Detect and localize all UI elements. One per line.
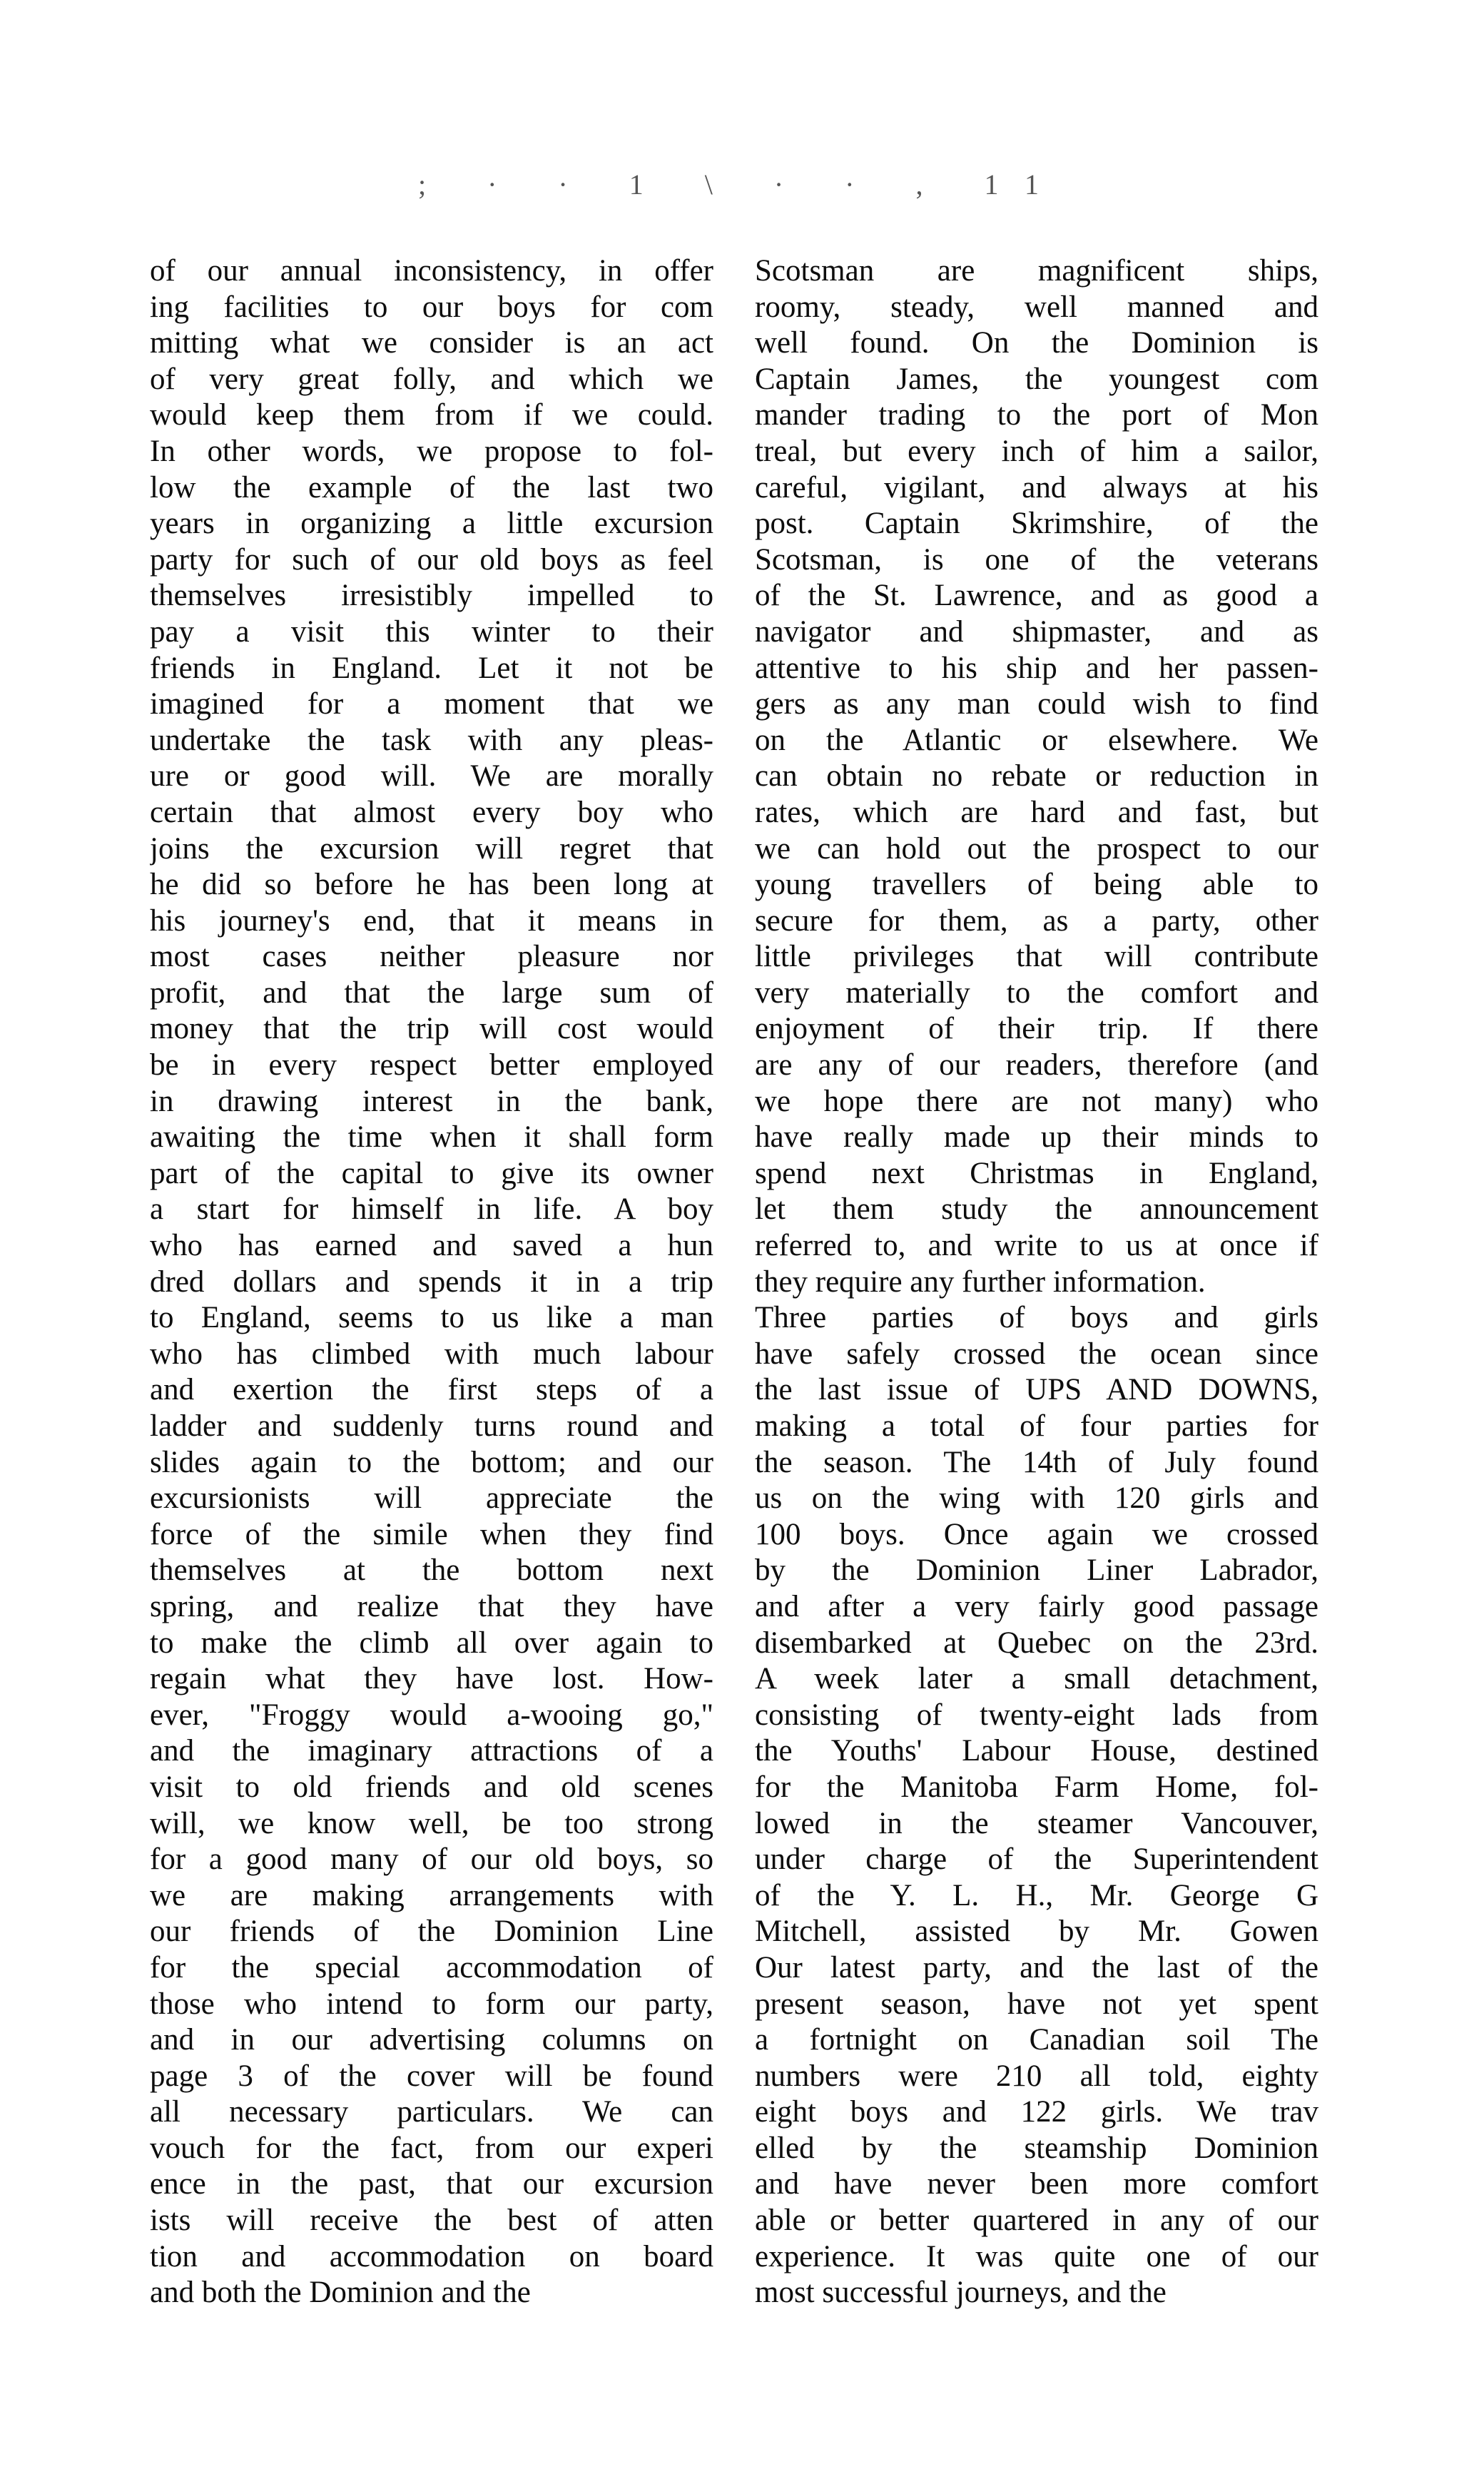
text-line: enjoyment of their trip. If there [755, 1012, 1318, 1046]
text-line: present season, have not yet spent [755, 1987, 1318, 2021]
text-line: ever, "Froggy would a-wooing go," [150, 1698, 713, 1732]
text-line: consisting of twenty-eight lads from [755, 1698, 1318, 1732]
text-line: pay a visit this winter to their [150, 614, 713, 649]
text-line: ing facilities to our boys for com [150, 290, 713, 324]
text-line: themselves irresistibly impelled to [150, 579, 713, 613]
text-line: lowed in the steamer Vancouver, [755, 1806, 1318, 1840]
text-line: of the Y. L. H., Mr. George G [755, 1878, 1318, 1912]
running-head: ; · · 1 \ · · , 11 [417, 168, 1067, 201]
text-line: visit to old friends and old scenes [150, 1770, 713, 1804]
text-line: for a good many of our old boys, so [150, 1842, 713, 1877]
text-line: to England, seems to us like a man [150, 1301, 713, 1335]
text-line: the last issue of UPS AND DOWNS, [755, 1373, 1318, 1407]
text-line: years in organizing a little excursion [150, 507, 713, 541]
text-line: ladder and suddenly turns round and [150, 1409, 713, 1443]
text-line: are any of our readers, therefore (and [755, 1048, 1318, 1083]
text-line: for the Manitoba Farm Home, fol- [755, 1770, 1318, 1804]
text-line: careful, vigilant, and always at his [755, 470, 1318, 505]
text-line: In other words, we propose to fol- [150, 434, 713, 468]
text-line: imagined for a moment that we [150, 687, 713, 721]
text-line: experience. It was quite one of our [755, 2239, 1318, 2273]
text-line: a start for himself in life. A boy [150, 1192, 713, 1227]
text-line: who has earned and saved a hun [150, 1229, 713, 1263]
text-line: and have never been more comfort [755, 2167, 1318, 2201]
text-line: of our annual inconsistency, in offer [150, 254, 713, 288]
text-line: mander trading to the port of Mon [755, 398, 1318, 432]
text-line: all necessary particulars. We can [150, 2095, 713, 2129]
text-line: would keep them from if we could. [150, 398, 713, 432]
text-line: certain that almost every boy who [150, 795, 713, 829]
text-line: post. Captain Skrimshire, of the [755, 507, 1318, 541]
text-line: gers as any man could wish to find [755, 687, 1318, 721]
text-line: tion and accommodation on board [150, 2239, 713, 2273]
text-line: have really made up their minds to [755, 1120, 1318, 1155]
text-line: attentive to his ship and her passen- [755, 651, 1318, 685]
text-line: A week later a small detachment, [755, 1662, 1318, 1696]
text-line: themselves at the bottom next [150, 1553, 713, 1588]
text-line: friends in England. Let it not be [150, 651, 713, 685]
text-line: he did so before he has been long at [150, 868, 713, 902]
text-line: most cases neither pleasure nor [150, 940, 713, 974]
text-line: 100 boys. Once again we crossed [755, 1517, 1318, 1551]
text-line: and in our advertising columns on [150, 2023, 713, 2057]
text-line: us on the wing with 120 girls and [755, 1481, 1318, 1516]
text-line: and exertion the first steps of a [150, 1373, 713, 1407]
text-line: will, we know well, be too strong [150, 1806, 713, 1840]
text-line: dred dollars and spends it in a trip [150, 1264, 713, 1299]
text-line: Scotsman are magnificent ships, [755, 254, 1318, 288]
text-line: profit, and that the large sum of [150, 975, 713, 1010]
text-line: able or better quartered in any of our [755, 2204, 1318, 2238]
text-line: force of the simile when they find [150, 1517, 713, 1551]
text-line: awaiting the time when it shall form [150, 1120, 713, 1155]
text-line: joins the excursion will regret that [150, 831, 713, 866]
text-line: undertake the task with any pleas- [150, 723, 713, 757]
text-line: numbers were 210 all told, eighty [755, 2059, 1318, 2093]
text-line: by the Dominion Liner Labrador, [755, 1553, 1318, 1588]
text-line: and after a very fairly good passage [755, 1589, 1318, 1623]
text-line: roomy, steady, well manned and [755, 290, 1318, 324]
text-line: page 3 of the cover will be found [150, 2059, 713, 2093]
text-line: those who intend to form our party, [150, 1987, 713, 2021]
text-line: for the special accommodation of [150, 1950, 713, 1984]
text-line: most successful journeys, and the [755, 2276, 1167, 2310]
text-line: secure for them, as a party, other [755, 903, 1318, 938]
text-line: of very great folly, and which we [150, 362, 713, 396]
text-line: ists will receive the best of atten [150, 2204, 713, 2238]
text-line: eight boys and 122 girls. We trav [755, 2095, 1318, 2129]
text-line: vouch for the fact, from our experi [150, 2131, 713, 2165]
text-line: in drawing interest in the bank, [150, 1084, 713, 1118]
text-line: we are making arrangements with [150, 1878, 713, 1912]
text-line: who has climbed with much labour [150, 1337, 713, 1371]
text-line: let them study the announcement [755, 1192, 1318, 1227]
text-line: ure or good will. We are morally [150, 759, 713, 794]
text-line: the Youths' Labour House, destined [755, 1734, 1318, 1768]
text-line: Scotsman, is one of the veterans [755, 542, 1318, 577]
text-line: low the example of the last two [150, 470, 713, 505]
text-line: be in every respect better employed [150, 1048, 713, 1083]
text-line: under charge of the Superintendent [755, 1842, 1318, 1877]
text-line: Captain James, the youngest com [755, 362, 1318, 396]
text-line: navigator and shipmaster, and as [755, 614, 1318, 649]
left-column [150, 253, 713, 2311]
text-line: ence in the past, that our excursion [150, 2167, 713, 2201]
text-line: our friends of the Dominion Line [150, 1915, 713, 1949]
text-line: referred to, and write to us at once if [755, 1229, 1318, 1263]
text-line: his journey's end, that it means in [150, 903, 713, 938]
text-line: and the imaginary attractions of a [150, 1734, 713, 1768]
text-line: on the Atlantic or elsewhere. We [755, 723, 1318, 757]
text-line: slides again to the bottom; and our [150, 1445, 713, 1479]
right-column [755, 253, 1318, 2311]
text-line: a fortnight on Canadian soil The [755, 2023, 1318, 2057]
text-line: party for such of our old boys as feel [150, 542, 713, 577]
text-line: part of the capital to give its owner [150, 1156, 713, 1190]
text-line: well found. On the Dominion is [755, 326, 1318, 360]
text-line: mitting what we consider is an act [150, 326, 713, 360]
text-line: can obtain no rebate or reduction in [755, 759, 1318, 794]
text-line: excursionists will appreciate the [150, 1481, 713, 1516]
text-line: money that the trip will cost would [150, 1012, 713, 1046]
text-line: spring, and realize that they have [150, 1589, 713, 1623]
text-line: little privileges that will contribute [755, 940, 1318, 974]
text-line: treal, but every inch of him a sailor, [755, 434, 1318, 468]
text-line: we hope there are not many) who [755, 1084, 1318, 1118]
text-line: regain what they have lost. How- [150, 1662, 713, 1696]
text-line: to make the climb all over again to [150, 1626, 713, 1660]
text-line: they require any further information. [755, 1264, 1206, 1299]
text-line: rates, which are hard and fast, but [755, 795, 1318, 829]
text-line: have safely crossed the ocean since [755, 1337, 1318, 1371]
text-line: Three parties of boys and girls [755, 1301, 1318, 1335]
text-line: and both the Dominion and the [150, 2276, 531, 2310]
text-line: making a total of four parties for [755, 1409, 1318, 1443]
text-line: of the St. Lawrence, and as good a [755, 579, 1318, 613]
text-line: spend next Christmas in England, [755, 1156, 1318, 1190]
text-line: young travellers of being able to [755, 868, 1318, 902]
text-line: disembarked at Quebec on the 23rd. [755, 1626, 1318, 1660]
text-line: Mitchell, assisted by Mr. Gowen [755, 1915, 1318, 1949]
text-line: Our latest party, and the last of the [755, 1950, 1318, 1984]
text-line: the season. The 14th of July found [755, 1445, 1318, 1479]
text-line: elled by the steamship Dominion [755, 2131, 1318, 2165]
text-line: we can hold out the prospect to our [755, 831, 1318, 866]
text-line: very materially to the comfort and [755, 975, 1318, 1010]
